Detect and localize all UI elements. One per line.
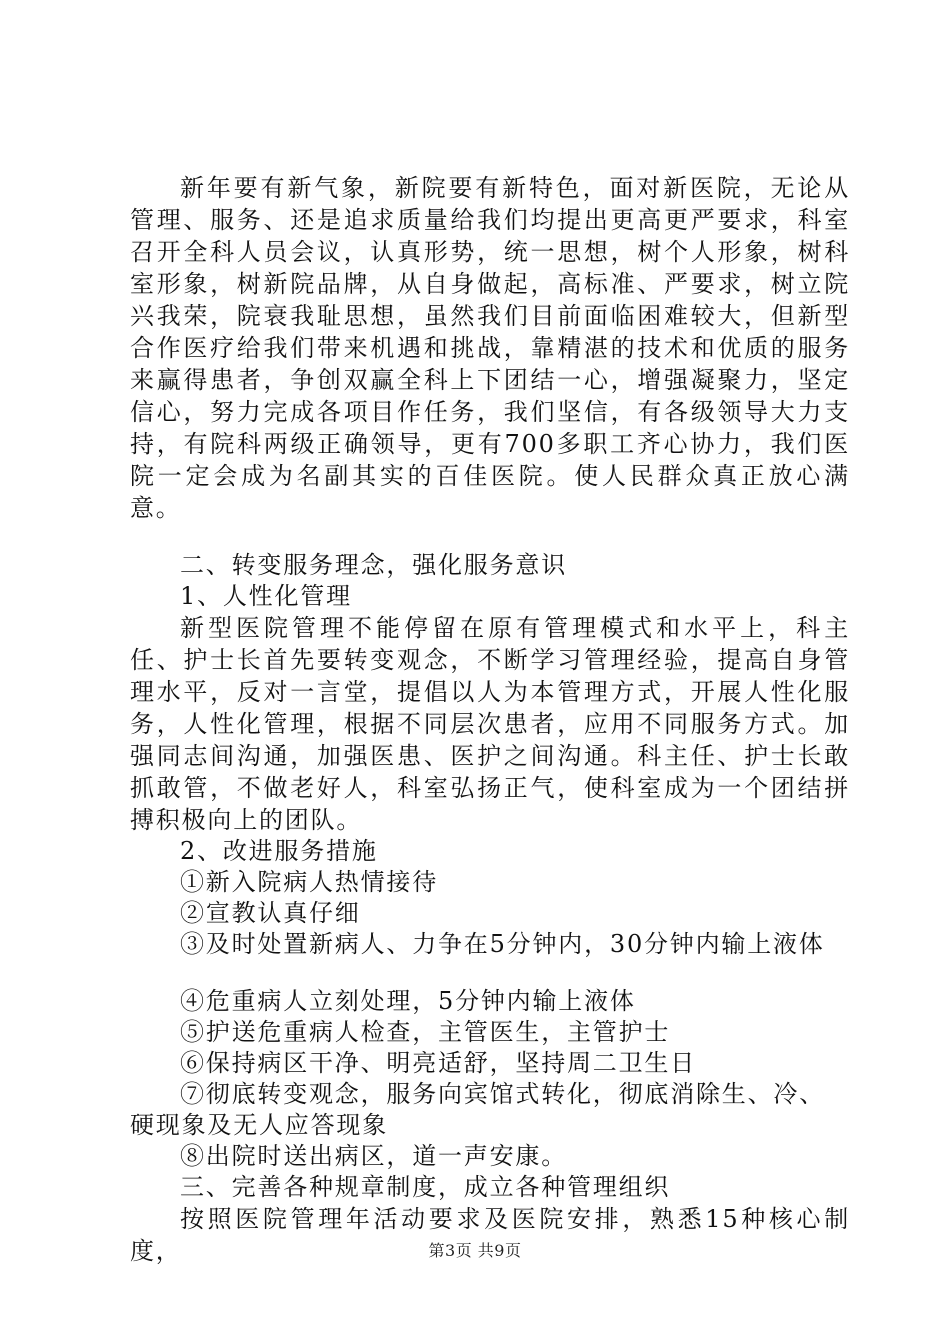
section-heading-regulations: 三、完善各种规章制度，成立各种管理组织 — [180, 1173, 671, 1201]
subheading-service-measures: 2、改进服务措施 — [180, 837, 378, 865]
paragraph-new-year: 新年要有新气象，新院要有新特色，面对新医院，无论从管理、服务、还是追求质量给我们均提出更高更严要求，科室召开全科人员会议，认真形势，统一思想，树个人形象，树科室形象，树新院品牌，从自身做起，高标准、严要求，树立院兴我荣，院衰我耻思想，虽然我们目前面临困难较大，但新型合作医疗给我们带来机遇和挑战，靠精湛的技术和优质的服务来赢得患者，争创双赢全科上下团结一心，增强凝聚力，坚定信心，努力完成各项目作任务，我们坚信，有各级领导大力支持，有院科两级正确领导，更有700多职工齐心协力，我们医院一定会成为名副其实的百佳医院。使人民群众真正放心满意。 — [130, 174, 850, 522]
list-item: ③及时处置新病人、力争在5分钟内，30分钟内输上液体 — [180, 930, 825, 958]
subheading-humanized-management: 1、人性化管理 — [180, 582, 352, 610]
list-item: ②宣教认真仔细 — [180, 899, 361, 927]
spacer — [130, 960, 850, 986]
page-number: 第3页 共9页 — [428, 1241, 522, 1260]
list-item: ④危重病人立刻处理，5分钟内输上液体 — [180, 987, 636, 1015]
list-item: ①新入院病人热情接待 — [180, 868, 438, 896]
list-item: ⑤护送危重病人检查，主管医生，主管护士 — [180, 1018, 671, 1046]
paragraph-management: 新型医院管理不能停留在原有管理模式和水平上，科主任、护士长首先要转变观念，不断学习管理经验，提高自身管理水平，反对一言堂，提倡以人为本管理方式，开展人性化服务，人性化管理，根据不同层次患者，应用不同服务方式。加强同志间沟通，加强医患、医护之间沟通。科主任、护士长敢抓敢管，不做老好人，科室弘扬正气，使科室成为一个团结拼搏积极向上的团队。 — [130, 614, 850, 834]
paragraph-core-systems: 按照医院管理年活动要求及医院安排，熟悉15种核心制度， — [130, 1205, 850, 1265]
list-item: ⑥保持病区干净、明亮适舒，坚持周二卫生日 — [180, 1049, 696, 1077]
list-item: ⑧出院时送出病区，道一声安康。 — [180, 1142, 567, 1170]
spacer — [130, 524, 850, 550]
document-body — [130, 172, 850, 1267]
section-heading-service-concept: 二、转变服务理念，强化服务意识 — [180, 551, 567, 579]
list-item: ⑦彻底转变观念，服务向宾馆式转化，彻底消除生、冷、硬现象及无人应答现象 — [130, 1080, 825, 1139]
